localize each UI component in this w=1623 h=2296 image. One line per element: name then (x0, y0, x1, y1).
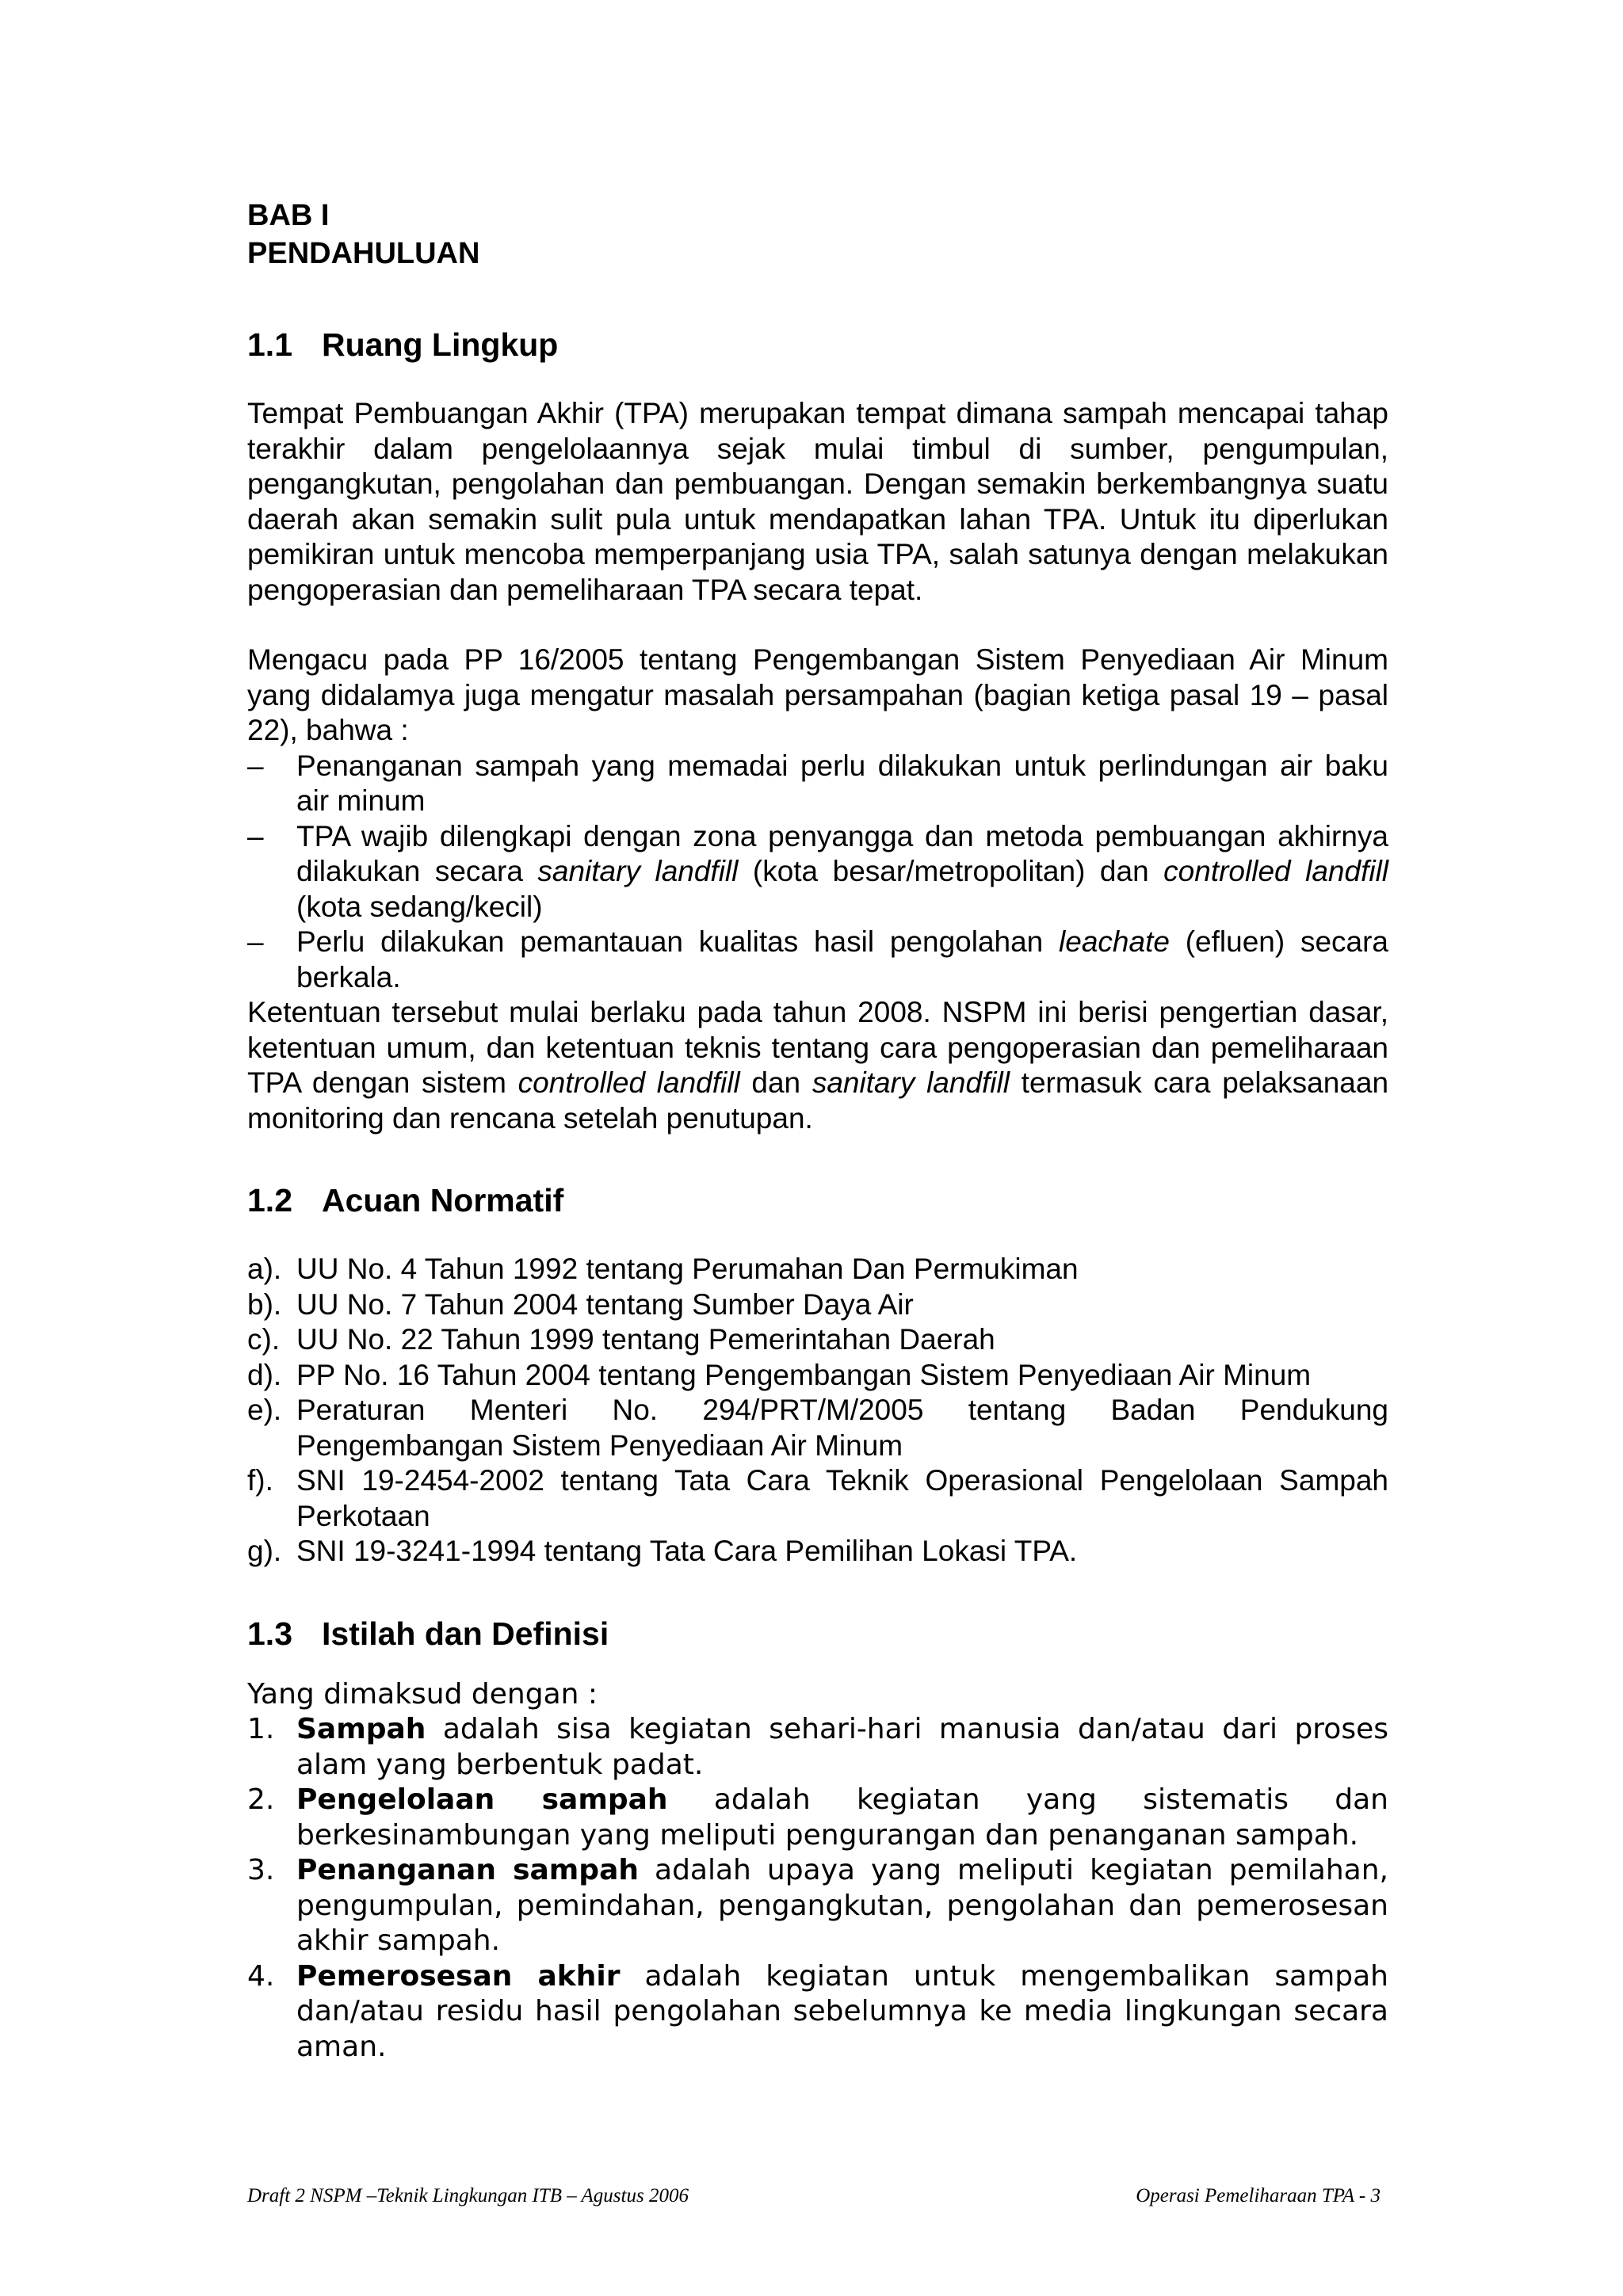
reference-text: UU No. 22 Tahun 1999 tentang Pemerintahan Daerah (296, 1323, 995, 1356)
list-item-text: Perlu dilakukan pemantauan kualitas hasil pengolahan (296, 925, 1060, 958)
definitions-intro: Yang dimaksud dengan : (247, 1677, 598, 1711)
definition-term: Penanganan sampah (296, 1854, 639, 1886)
paragraph-text: termasuk cara pelaksanaan monitoring dan rencana setelah penutupan. (247, 1066, 1389, 1135)
list-item-text: (kota besar/metropolitan) dan (738, 855, 1164, 887)
definition-term: Pengelolaan sampah (296, 1783, 668, 1816)
definition-term: Sampah (296, 1713, 426, 1745)
dash-marker: – (247, 925, 264, 958)
reference-text: PP No. 16 Tahun 2004 tentang Pengembangan Sistem Penyediaan Air Minum (296, 1358, 1312, 1391)
list-marker: 1. (247, 1713, 275, 1745)
section-heading-1-2 (247, 1180, 1388, 1220)
reference-text: UU No. 7 Tahun 2004 tentang Sumber Daya Air (296, 1287, 914, 1321)
page-content (247, 196, 1388, 2065)
list-marker: f). (247, 1464, 273, 1497)
reference-item (247, 1252, 1388, 1287)
dash-marker: – (247, 819, 264, 852)
chapter-heading (247, 196, 1388, 273)
reference-item (247, 1358, 1388, 1394)
section-title: Istilah dan Definisi (322, 1615, 609, 1652)
paragraph-ruang-lingkup-1: Tempat Pembuangan Akhir (TPA) merupakan tempat dimana sampah mencapai tahap terakhir dalam pengelolaannya sejak mulai timbul di sumber, pengumpulan, pengangkutan, pengolahan dan pembuangan. Dengan semakin berkembangnya suatu daerah akan semakin sulit pula untuk mendapatkan lahan TPA. Untuk itu diperlukan pemikiran untuk mencoba memperpanjang usia TPA, salah satunya dengan melakukan pengoperasian dan pemeliharaan TPA secara tepat. (247, 397, 1388, 606)
list-marker: b). (247, 1287, 282, 1321)
section-title: Acuan Normatif (322, 1182, 564, 1219)
reference-text: SNI 19-3241-1994 tentang Tata Cara Pemilihan Lokasi TPA. (296, 1535, 1078, 1567)
definition-item (247, 1712, 1388, 1783)
list-marker: 2. (247, 1783, 275, 1816)
italic-term: sanitary landfill (537, 855, 739, 887)
definitions-list (247, 1712, 1388, 2065)
section-title: Ruang Lingkup (322, 326, 559, 363)
reference-item (247, 1322, 1388, 1358)
list-item (247, 819, 1388, 925)
reference-text-line: Pengembangan Sistem Penyediaan Air Minum (296, 1428, 903, 1462)
section-heading-1-3 (247, 1614, 1388, 1653)
list-marker: d). (247, 1358, 282, 1391)
list-item-text: (kota sedang/kecil) (296, 890, 543, 923)
reference-text: UU No. 4 Tahun 1992 tentang Perumahan Dan Permukiman (296, 1253, 1079, 1285)
footer-right-text: Operasi Pemeliharaan TPA - 3 (1136, 2185, 1381, 2206)
list-item-text: (efluen) secara berkala. (296, 925, 1388, 994)
list-marker: g). (247, 1535, 282, 1567)
list-item-text: TPA wajib dilengkapi dengan zona penyangga dan metoda pembuangan akhirnya dilakukan secara (296, 819, 1388, 887)
section-number: 1.2 (247, 1182, 292, 1219)
reference-item (247, 1534, 1388, 1569)
chapter-label: BAB I (247, 199, 330, 232)
italic-term: leachate (1059, 925, 1170, 958)
paragraph-text: dan (739, 1066, 812, 1099)
chapter-title: PENDAHULUAN (247, 237, 480, 270)
italic-term: controlled landfill (517, 1066, 740, 1099)
reference-text-line: Peraturan Menteri No. 294/PRT/M/2005 tentang Badan Pendukung (296, 1394, 1388, 1426)
list-item-text: Penanganan sampah yang memadai perlu dilakukan untuk perlindungan air baku air minum (296, 749, 1388, 817)
list-marker: a). (247, 1253, 282, 1285)
paragraph-text: Ketentuan tersebut mulai berlaku pada tahun 2008. NSPM ini berisi pengertian dasar, ketentuan umum, dan ketentuan teknis tentang cara pengoperasian dan pemeliharaan TPA dengan sistem (247, 996, 1388, 1099)
section-number: 1.3 (247, 1615, 292, 1652)
definition-item (247, 1783, 1388, 1853)
list-marker: c). (247, 1323, 281, 1356)
section-heading-1-1 (247, 325, 1388, 364)
reference-item (247, 1463, 1388, 1534)
definition-item (247, 1959, 1388, 2065)
dash-list (247, 749, 1388, 996)
list-item (247, 925, 1388, 995)
reference-text: SNI 19-2454-2002 tentang Tata Cara Teknik Operasional Pengelolaan Sampah Perkotaan (296, 1464, 1388, 1532)
definition-text: adalah upaya yang meliputi kegiatan pemilahan, pengumpulan, pemindahan, pengangkutan, pengolahan dan pemerosesan akhir sampah. (296, 1854, 1388, 1957)
italic-term: sanitary landfill (812, 1066, 1010, 1099)
definition-text: adalah kegiatan yang sistematis dan berkesinambungan yang meliputi pengurangan dan penanganan sampah. (296, 1783, 1388, 1852)
list-marker: 3. (247, 1854, 275, 1886)
reference-item (247, 1287, 1388, 1323)
definition-text: adalah kegiatan untuk mengembalikan sampah dan/atau residu hasil pengolahan sebelumnya ke media lingkungan secara aman. (296, 1959, 1388, 2063)
list-item (247, 749, 1388, 819)
reference-item (247, 1393, 1388, 1463)
paragraph-ruang-lingkup-2: Mengacu pada PP 16/2005 tentang Pengembangan Sistem Penyediaan Air Minum yang didalamya juga mengatur masalah persampahan (bagian ketiga pasal 19 – pasal 22), bahwa : (247, 643, 1388, 746)
reference-list (247, 1252, 1388, 1569)
footer-left-text: Draft 2 NSPM –Teknik Lingkungan ITB – Agustus 2006 (247, 2185, 689, 2206)
list-marker: 4. (247, 1959, 275, 1993)
definition-item (247, 1853, 1388, 1959)
paragraph-ruang-lingkup-3 (247, 995, 1388, 1136)
definition-text: adalah sisa kegiatan sehari-hari manusia dan/atau dari proses alam yang berbentuk padat. (296, 1713, 1388, 1781)
italic-term: controlled landfill (1163, 855, 1389, 887)
dash-marker: – (247, 749, 264, 782)
definition-term: Pemerosesan akhir (296, 1959, 621, 1993)
section-number: 1.1 (247, 326, 292, 363)
list-marker: e). (247, 1394, 282, 1426)
